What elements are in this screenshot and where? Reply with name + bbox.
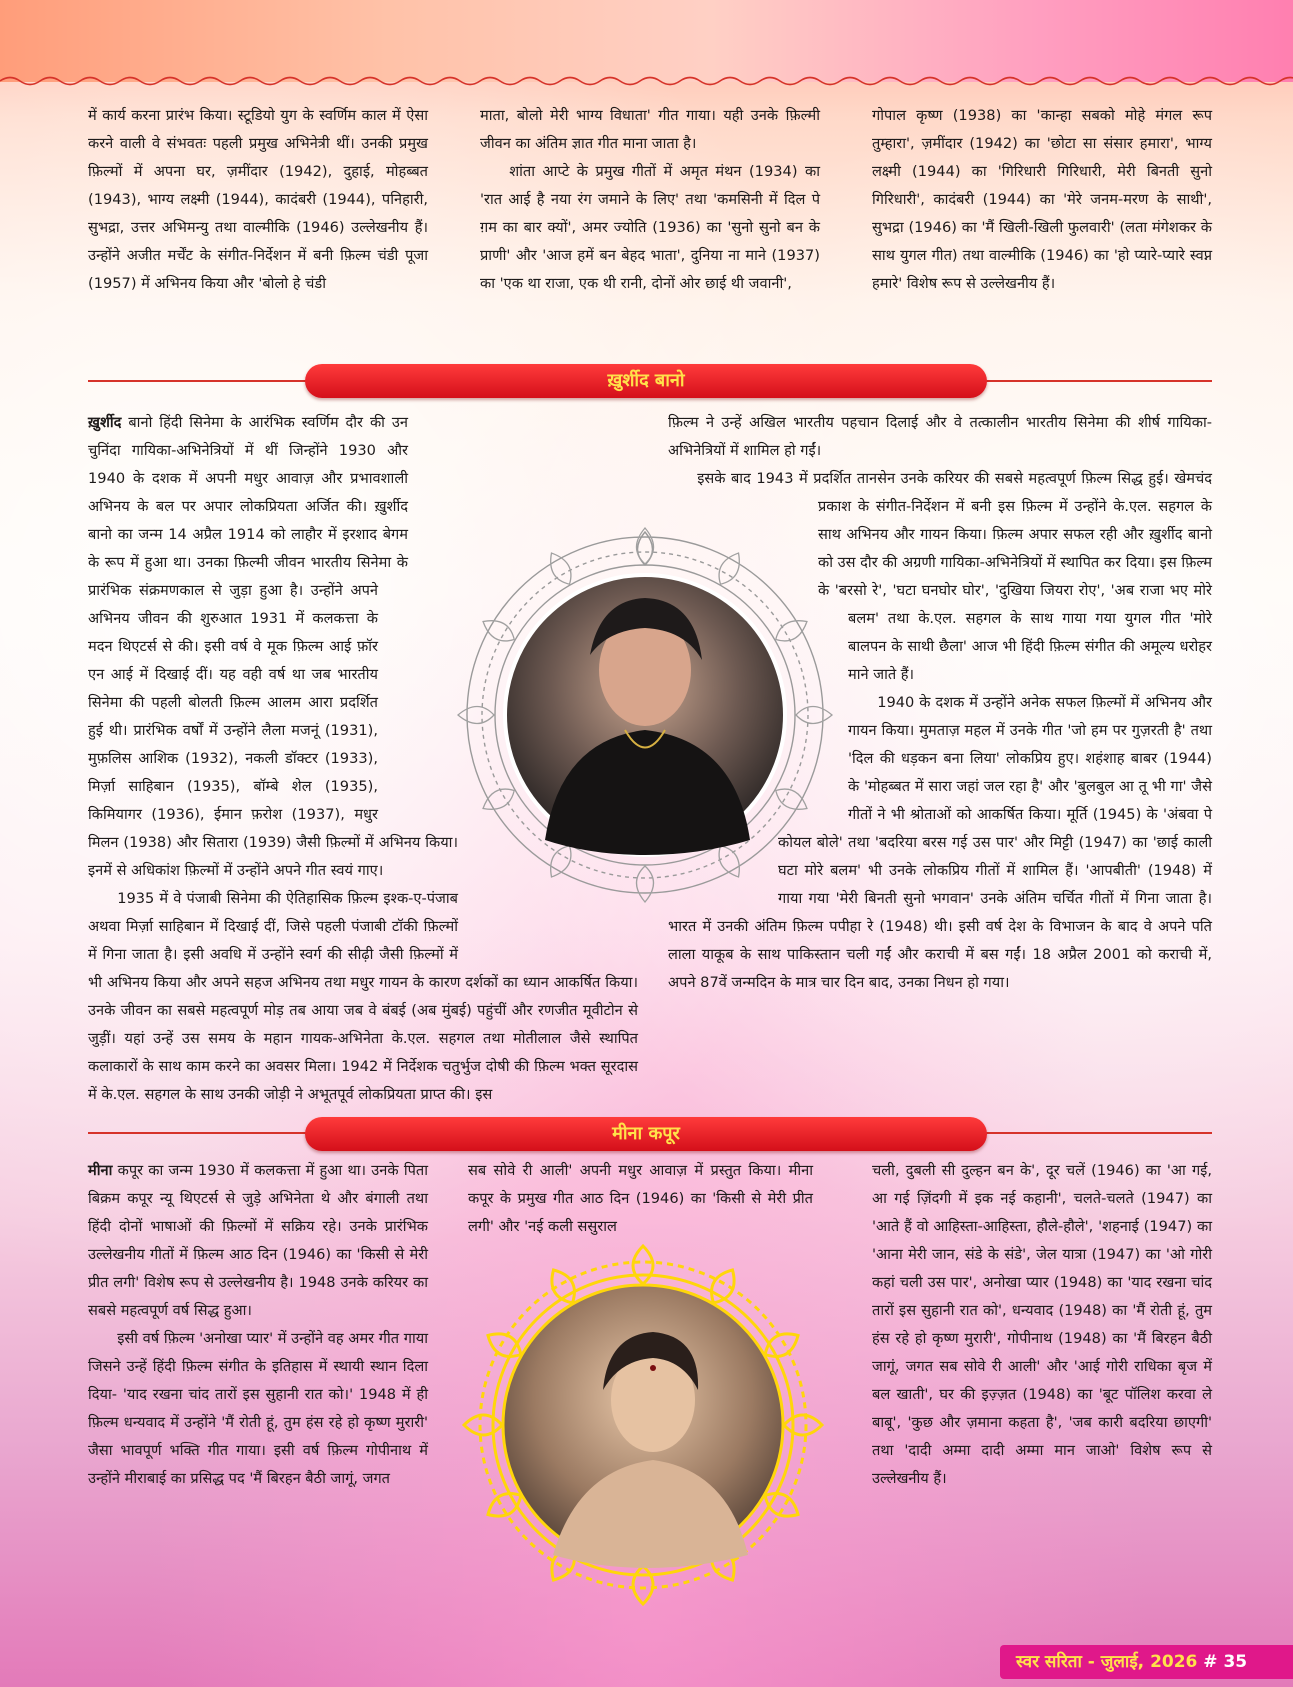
- section2-column-1: [88, 1157, 428, 1493]
- footer-issue: जुलाई, 2026: [1100, 1652, 1198, 1672]
- section2-column-1-para-2: इसी वर्ष फ़िल्म 'अनोखा प्यार' में उन्होंने वह अमर गीत गाया जिसने उन्हें हिंदी फ़िल्म संगीत के इतिहास में स्थायी स्थान दिला दिया- 'याद रखना चांद तारों इस सुहानी रात को।' 1948 में ही फ़िल्म धन्यवाद में उन्होंने 'मैं रोती हूं, तुम हंस रहे हो कृष्ण मुरारी' जैसा भावपूर्ण भक्ति गीत गाया। इसी वर्ष फ़िल्म गोपीनाथ में उन्होंने मीराबाई का प्रसिद्ध पद 'मैं बिरहन बैठी जागूं, जगत: [88, 1330, 428, 1487]
- section2-column-1-para-1: कपूर का जन्म 1930 में कलकत्ता में हुआ था। उनके पिता बिक्रम कपूर न्यू थिएटर्स से जुड़े अभिनेता थे और बंगाली तथा हिंदी दोनों भाषाओं की फ़िल्मों में सक्रिय रहे। उनके प्रारंभिक उल्लेखनीय गीतों में फ़िल्म आठ दिन (1946) का 'किसी से मेरी प्रीत लगी' विशेष रूप से उल्लेखनीय है। 1948 उनके करियर का सबसे महत्वपूर्ण वर्ष सिद्ध हुआ।: [88, 1162, 428, 1319]
- section2-mandala-frame: [458, 1240, 828, 1610]
- section1-divider-left: [88, 380, 308, 382]
- section1-divider-right: [985, 380, 1212, 382]
- section2-column-2-text: सब सोवे री आली' अपनी मधुर आवाज़ में प्रस्तुत किया। मीना कपूर के प्रमुख गीत आठ दिन (1946) का 'किसी से मेरी प्रीत लगी' और 'नई कली ससुराल: [468, 1162, 813, 1235]
- top-column-2-para-1: माता, बोलो मेरी भाग्य विधाता' गीत गाया। यही उनके फ़िल्मी जीवन का अंतिम ज्ञात गीत माना जाता है।: [480, 107, 820, 152]
- top-decorative-band: [0, 0, 1293, 82]
- page-footer: [1000, 1645, 1293, 1679]
- section1-mandala-frame: [450, 520, 840, 910]
- top-column-2-para-2: शांता आप्टे के प्रमुख गीतों में अमृत मंथन (1934) का 'रात आई है नया रंग जमाने के लिए' तथा 'कमसिनी में दिल पे ग़म का बार क्यों', अमर ज्योति (1936) का 'सुनो सुनो बन के प्राणी' और 'आज हमें बन बेहद भाता', दुनिया ना माने (1937) का 'एक था राजा, एक थी रानी, दोनों ओर छाई थी जवानी',: [480, 163, 820, 292]
- wave-divider: [0, 74, 1293, 88]
- section2-column-2: [468, 1157, 813, 1241]
- section1-left-para-1: बानो हिंदी सिनेमा के आरंभिक स्वर्णिम दौर की उन चुनिंदा गायिका-अभिनेत्रियों में थीं जिन्होंने 1930 और 1940 के दशक में अपनी मधुर आवाज़ और प्रभावशाली अभिनय के बल पर अपार लोकप्रियता अर्जित की। ख़ुर्शीद बानो का जन्म 14 अप्रैल 1914 को लाहौर में इरशाद बेगम के रूप में हुआ था। उनका फ़िल्मी जीवन भारतीय सिनेमा के प्रारंभिक संक्रमणकाल से जुड़ा हुआ है। उन्होंने अपने अभिनय जीवन की शुरुआत 1931 में कलकत्ता के मदन थिएटर्स से की। इसी वर्ष वे मूक फ़िल्म आई फ़ॉर एन आई में दिखाई दीं। यह वही वर्ष था जब भारतीय सिनेमा की पहली बोलती फ़िल्म आलम आरा प्रदर्शित हुई थी। प्रारंभिक वर्षों में उन्होंने लैला मजनूं (1931), मुफ़लिस आशिक (1932), नकली डॉक्टर (1933), मिर्ज़ा साहिबान (1935), बॉम्बे शेल (1935), किमियागर (1936), ईमान फ़रोश (1937), मधुर मिलन (1938) और सितारा (1939) जैसी फ़िल्मों में अभिनय किया। इनमें से अधिकांश फ़िल्मों में उन्होंने अपने गीत स्वयं गाए।: [88, 414, 458, 879]
- section2-column-3: [872, 1157, 1212, 1493]
- top-column-1-text: में कार्य करना प्रारंभ किया। स्टूडियो युग के स्वर्णिम काल में ऐसा करने वाली वे संभवतः पहली प्रमुख अभिनेत्री थीं। उनकी प्रमुख फ़िल्मों में अपना घर, ज़मींदार (1942), दुहाई, मोहब्बत (1943), भाग्य लक्ष्मी (1944), कादंबरी (1944), पनिहारी, सुभद्रा, उत्तर अभिमन्यु तथा वाल्मीकि (1946) उल्लेखनीय हैं। उन्होंने अजीत मर्चेंट के संगीत-निर्देशन में बनी फ़िल्म चंडी पूजा (1957) में अभिनय किया और 'बोलो हे चंडी: [88, 107, 428, 292]
- section2-divider-right: [985, 1132, 1212, 1134]
- section1-lead-word: ख़ुर्शीद: [88, 414, 122, 431]
- footer-magazine-name: स्वर सरिता: [1016, 1652, 1082, 1672]
- top-column-1: [88, 102, 428, 298]
- section2-divider-left: [88, 1132, 308, 1134]
- section1-right-para-1: फ़िल्म ने उन्हें अखिल भारतीय पहचान दिलाई और वे तत्कालीन भारतीय सिनेमा की शीर्ष गायिका-अभिनेत्रियों में शामिल हो गईं।: [668, 414, 1212, 459]
- section2-lead-word: मीना: [88, 1162, 113, 1179]
- top-column-2: [480, 102, 820, 298]
- section2-title-banner: मीना कपूर: [305, 1117, 987, 1151]
- top-column-3: [872, 102, 1212, 298]
- section2-column-3-text: चली, दुबली सी दुल्हन बन के', दूर चलें (1946) का 'आ गई, आ गई ज़िंदगी में इक नई कहानी', चलते-चलते (1947) का 'आते हैं वो आहिस्ता-आहिस्ता, हौले-हौले', 'शहनाई (1947) का 'आना मेरी जान, संडे के संडे', जेल यात्रा (1947) का 'ओ गोरी कहां चली उस पार', अनोखा प्यार (1948) का 'याद रखना चांद तारों इस सुहानी रात को', धन्यवाद (1948) का 'मैं रोती हूं, तुम हंस रहे हो कृष्ण मुरारी', गोपीनाथ (1948) का 'मैं बिरहन बैठी जागूं, जगत सब सोवे री आली' और 'आई गोरी राधिका बृज में बल खाती', घर की इज़्ज़त (1948) का 'बूट पॉलिश करवा ले बाबू', 'कुछ और ज़माना कहता है', 'जब कारी बदरिया छाएगी' तथा 'दादी अम्मा दादी अम्मा मान जाओ' विशेष रूप से उल्लेखनीय हैं।: [872, 1162, 1212, 1487]
- section1-right-para-3: 1940 के दशक में उन्होंने अनेक सफल फ़िल्मों में अभिनय और गायन किया। मुमताज़ महल में उनके गीत 'जो हम पर गुज़रती है' तथा 'दिल की धड़कन बना लिया' लोकप्रिय हुए। शहंशाह बाबर (1944) के 'मोहब्बत में सारा जहां जल रहा है' और 'बुलबुल आ तू भी गा' जैसे गीतों ने भी श्रोताओं को आकर्षित किया। मूर्ति (1945) के 'अंबवा पे कोयल बोले' तथा 'बदरिया बरस गई उस पार' और मिट्टी (1947) का 'छाई काली घटा मोरे बलम' भी उनके लोकप्रिय गीतों में शामिल हैं। 'आपबीती' (1948) में गाया गया 'मेरी बिनती सुनो भगवान' उनके अंतिम चर्चित गीतों में गिना जाता है। भारत में उनकी अंतिम फ़िल्म पपीहा रे (1948) थी। इसी वर्ष देश के विभाजन के बाद वे अपने पति लाला याकूब के साथ पाकिस्तान चली गईं और कराची में बस गईं। 18 अप्रैल 2001 को कराची में, अपने 87वें जन्मदिन के मात्र चार दिन बाद, उनका निधन हो गया।: [668, 694, 1212, 991]
- section1-right-para-2: इसके बाद 1943 में प्रदर्शित तानसेन उनके करियर की सबसे महत्वपूर्ण फ़िल्म सिद्ध हुई। खेमचंद प्रकाश के संगीत-निर्देशन में बनी इस फ़िल्म में उन्होंने के.एल. सहगल के साथ अभिनय और गायन किया। फ़िल्म अपार सफल रही और ख़ुर्शीद बानो को उस दौर की अग्रणी गायिका-अभिनेत्रियों में स्थापित कर दिया। इस फ़िल्म के 'बरसो रे', 'घटा घनघोर घोर', 'दुखिया जियरा रोए', 'अब राजा भए मोरे बलम' तथा के.एल. सहगल के साथ गाया गया युगल गीत 'मोरे बालपन के साथी छैला' आज भी हिंदी फ़िल्म संगीत की अमूल्य धरोहर माने जाते हैं।: [697, 470, 1212, 683]
- footer-separator: -: [1081, 1652, 1101, 1672]
- footer-page-number: # 35: [1197, 1652, 1248, 1672]
- top-column-3-text: गोपाल कृष्ण (1938) का 'कान्हा सबको मोहे मंगल रूप तुम्हारा', ज़मींदार (1942) का 'छोटा सा संसार हमारा', भाग्य लक्ष्मी (1944) का 'गिरिधारी गिरिधारी, मेरी बिनती सुनो गिरिधारी', कादंबरी (1944) का 'मेरे जनम-मरण के साथी', सुभद्रा (1946) का 'मैं खिली-खिली फुलवारी' (लता मंगेशकर के साथ युगल गीत) तथा वाल्मीकि (1946) का 'हो प्यारे-प्यारे स्वप्न हमारे' विशेष रूप से उल्लेखनीय हैं।: [872, 107, 1212, 292]
- section1-left-para-2: 1935 में वे पंजाबी सिनेमा की ऐतिहासिक फ़िल्म इश्क-ए-पंजाब अथवा मिर्ज़ा साहिबान में दिखाई दीं, जिसे पहली पंजाबी टॉकी फ़िल्मों में गिना जाता है। इसी अवधि में उन्होंने स्वर्ग की सीढ़ी जैसी फ़िल्मों में भी अभिनय किया और अपने सहज अभिनय तथा मधुर गायन के कारण दर्शकों का ध्यान आकर्षित किया। उनके जीवन का सबसे महत्वपूर्ण मोड़ तब आया जब वे बंबई (अब मुंबई) पहुंचीं और रणजीत मूवीटोन से जुड़ीं। यहां उन्हें उस समय के महान गायक-अभिनेता के.एल. सहगल तथा मोतीलाल जैसे स्थापित कलाकारों के साथ काम करने का अवसर मिला। 1942 में निर्देशक चतुर्भुज दोषी की फ़िल्म भक्त सूरदास में के.एल. सहगल के साथ उनकी जोड़ी ने अभूतपूर्व लोकप्रियता प्राप्त की। इस: [88, 890, 638, 1103]
- section1-title-banner: ख़ुर्शीद बानो: [305, 364, 987, 398]
